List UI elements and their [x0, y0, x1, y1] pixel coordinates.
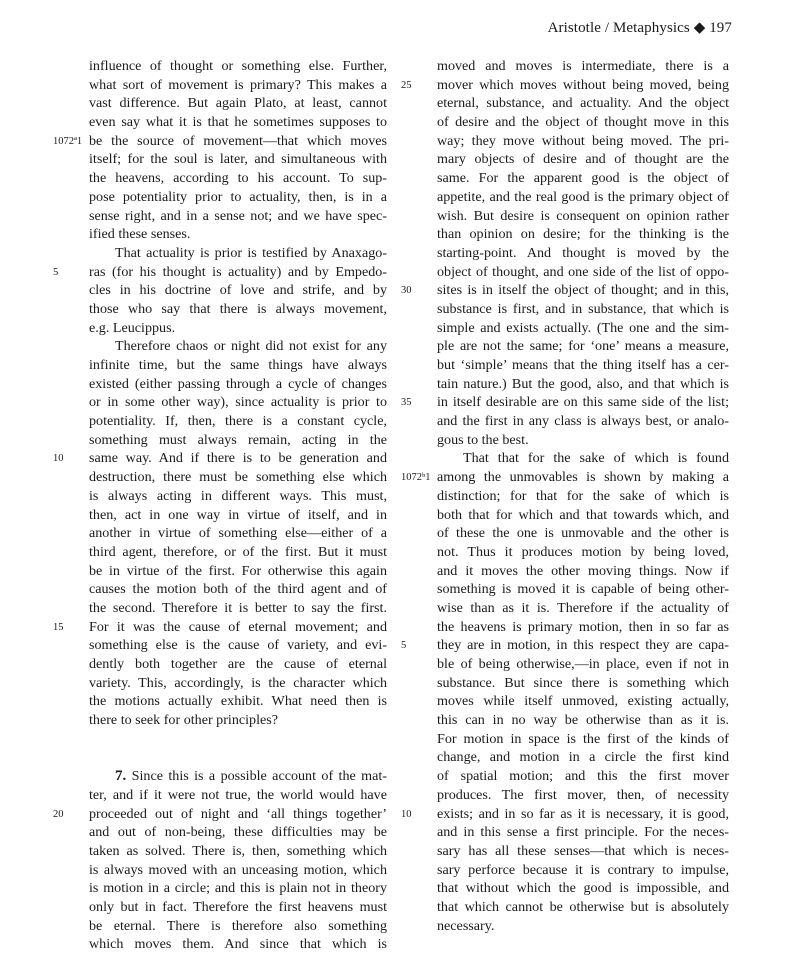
text-line	[89, 748, 387, 767]
text-line	[437, 767, 729, 786]
line-text: only but in fact. Therefore the first heavens must	[89, 898, 387, 915]
text-line	[437, 132, 729, 151]
text-line	[89, 823, 387, 842]
marginal-line-number: 10	[401, 808, 412, 820]
line-text: ified these senses.	[89, 226, 191, 243]
left-column	[53, 57, 387, 954]
line-text: and the first in any class is always best, or analo-	[437, 413, 729, 430]
text-line	[437, 618, 729, 637]
text-line	[53, 805, 387, 824]
text-line	[437, 356, 729, 375]
marginal-line-number: 15	[53, 621, 64, 633]
text-line	[437, 879, 729, 898]
line-text: then, act in one way in virtue of itself, and in	[89, 506, 387, 523]
text-line	[89, 113, 387, 132]
line-text: the heavens is primary motion, then in so far as	[437, 618, 729, 635]
marginal-line-number: 1072ª1	[53, 135, 83, 147]
line-text: For motion in space is the first of the kinds of	[437, 730, 729, 747]
text-line	[89, 468, 387, 487]
text-line	[437, 449, 729, 468]
line-text: gous to the best.	[437, 431, 529, 448]
text-line	[437, 580, 729, 599]
line-text: the heavens, according to his account. To sup-	[89, 170, 387, 187]
line-text: simple and exists actually. (The one and the sim-	[437, 319, 729, 336]
text-line	[89, 393, 387, 412]
text-line	[437, 225, 729, 244]
line-text: but ‘simple’ means that the thing itself has a cer-	[437, 357, 729, 373]
line-text: those who say that there is always movement,	[89, 300, 387, 317]
line-text: That actuality is prior is testified by Anaxago-	[115, 244, 387, 261]
line-text: there to seek for other principles?	[89, 712, 279, 729]
text-line	[89, 207, 387, 226]
line-text: what sort of movement is primary? This makes a	[89, 76, 387, 93]
text-line	[401, 393, 729, 412]
text-line	[437, 917, 729, 936]
line-text: variety. This, accordingly, is the character which	[89, 674, 387, 691]
text-line	[437, 786, 729, 805]
text-line	[89, 730, 387, 749]
line-text: tain nature.) But the good, also, and that which is	[437, 375, 729, 392]
text-line	[89, 524, 387, 543]
text-line	[89, 356, 387, 375]
line-text: proceeded out of night and ‘all things together’	[89, 805, 387, 822]
section-number: 7.	[115, 768, 127, 785]
text-line	[437, 823, 729, 842]
marginal-line-number: 1072ᵇ1	[401, 472, 431, 484]
line-text: this can in no way be otherwise than as it is.	[437, 712, 729, 729]
line-text: moves while itself unmoved, existing actually,	[437, 693, 729, 710]
line-text: produces. The first mover, then, of necessity	[437, 786, 729, 803]
text-line	[89, 300, 387, 319]
text-line	[401, 468, 729, 487]
text-line	[89, 94, 387, 113]
line-text: way; they move without being moved. The pri-	[437, 132, 729, 149]
text-line	[89, 599, 387, 618]
text-line	[89, 431, 387, 450]
line-text: be the source of movement—that which moves	[89, 132, 387, 149]
text-line	[89, 562, 387, 581]
line-text: of desire and the object of thought move in this	[437, 114, 729, 131]
line-text: object of thought, and one side of the list of oppo-	[437, 263, 729, 280]
text-line	[437, 842, 729, 861]
text-line	[437, 113, 729, 132]
line-text: be in virtue of the first. For otherwise this again	[89, 562, 387, 579]
marginal-line-number: 30	[401, 285, 412, 297]
line-text: starting-point. And thought is moved by the	[437, 244, 729, 261]
line-text: appetite, and the real good is the primary object of	[437, 188, 729, 205]
line-text: ble of being otherwise,—in place, even if not in	[437, 656, 729, 672]
text-line	[53, 618, 387, 637]
text-line	[437, 506, 729, 525]
line-text: is always moved with an unceasing motion, which	[89, 861, 387, 878]
marginal-line-number: 20	[53, 808, 64, 820]
line-text: which moves them. And since that which is	[89, 936, 387, 953]
running-header: Aristotle / Metaphysics ◆ 197	[547, 20, 732, 36]
line-text: among the unmovables is shown by making a	[437, 469, 729, 486]
text-line	[89, 57, 387, 76]
text-line	[53, 263, 387, 282]
text-line	[437, 487, 729, 506]
line-text: eternal, substance, and actuality. And the object	[437, 95, 729, 112]
line-text: something else is the cause of variety, and evi-	[89, 637, 387, 654]
line-text: necessary.	[437, 917, 495, 934]
text-line	[89, 917, 387, 936]
text-line	[89, 506, 387, 525]
text-line	[89, 935, 387, 954]
marginal-line-number: 5	[401, 640, 407, 652]
text-line	[89, 898, 387, 917]
line-text: wise than as it is. Therefore if the actuality of	[437, 599, 729, 616]
line-text: same way. And if there is to be generation and	[89, 450, 387, 467]
text-line	[437, 692, 729, 711]
text-line	[437, 711, 729, 730]
line-text: mover which moves without being moved, being	[437, 76, 729, 93]
line-text: vast difference. But again Plato, at least, cannot	[89, 95, 387, 112]
line-text: another in virtue of something else—either of a	[89, 525, 387, 542]
text-line	[437, 300, 729, 319]
line-text: substance is first, and in substance, that which is	[437, 300, 729, 317]
line-text: is motion in a circle; and this is plain not in theory	[89, 880, 387, 897]
text-line	[401, 805, 729, 824]
text-line	[437, 94, 729, 113]
line-text: substance. But since there is something which	[437, 674, 729, 691]
line-text: than opinion on desire; for the thinking is the	[437, 226, 729, 243]
line-text: sary perforce because it is contrary to impulse,	[437, 861, 729, 878]
text-line	[89, 543, 387, 562]
text-line	[89, 319, 387, 338]
text-line	[401, 281, 729, 300]
text-line	[89, 674, 387, 693]
line-text: and out of non-being, these difficulties may be	[89, 824, 387, 841]
line-text: the second. Therefore it is better to say the first.	[89, 599, 387, 616]
text-line	[437, 674, 729, 693]
text-line	[437, 263, 729, 282]
text-line	[437, 188, 729, 207]
text-line	[437, 599, 729, 618]
text-line	[53, 449, 387, 468]
text-line	[89, 225, 387, 244]
marginal-line-number: 25	[401, 79, 412, 91]
text-line	[89, 767, 387, 786]
text-line	[437, 244, 729, 263]
line-text: potentiality. If, then, there is a constant cycle,	[89, 413, 387, 430]
text-line	[89, 169, 387, 188]
text-line	[437, 861, 729, 880]
line-text: or in some other way), since actuality is prior to	[89, 394, 387, 411]
line-text: influence of thought or something else. Further,	[89, 58, 387, 74]
line-text: e.g. Leucippus.	[89, 319, 176, 336]
text-line	[89, 692, 387, 711]
text-line	[437, 150, 729, 169]
text-line	[89, 375, 387, 394]
text-line	[89, 879, 387, 898]
line-text: sense right, and in a sense not; and we have spec-	[89, 207, 387, 224]
text-line	[89, 188, 387, 207]
line-text: itself; for the soul is later, and simultaneous with	[89, 151, 387, 168]
text-line	[89, 580, 387, 599]
line-text: in itself desirable are on this same side of the list;	[437, 394, 729, 411]
line-text: sary has all these senses—that which is neces-	[437, 842, 729, 859]
text-line	[89, 711, 387, 730]
line-text: even say what it is that he sometimes supposes to	[89, 114, 387, 131]
line-text: be eternal. There is therefore also something	[89, 917, 387, 934]
text-line	[89, 150, 387, 169]
text-line	[437, 337, 729, 356]
line-text: something is moved it is capable of being other-	[437, 581, 729, 598]
text-line	[89, 842, 387, 861]
line-text: That that for the sake of which is found	[463, 450, 729, 467]
text-line	[437, 319, 729, 338]
text-line	[89, 281, 387, 300]
text-line	[437, 543, 729, 562]
text-line	[437, 431, 729, 450]
line-text: ple are not the same; for ‘one’ means a measure,	[437, 338, 729, 355]
line-text: and it moves the other moving things. Now if	[437, 562, 729, 579]
line-text: they are in motion, in this respect they are capa-	[437, 637, 729, 654]
line-text: ras (for his thought is actuality) and by Empedo-	[89, 263, 387, 280]
line-text: wish. But desire is consequent on opinion rather	[437, 207, 729, 224]
text-line	[437, 207, 729, 226]
text-line	[89, 76, 387, 95]
marginal-line-number: 5	[53, 266, 59, 278]
line-text: moved and moves is intermediate, there is a	[437, 58, 729, 74]
text-line	[89, 655, 387, 674]
text-line	[437, 524, 729, 543]
line-text: that which cannot be otherwise but is absolutely	[437, 898, 729, 915]
line-text: third agent, therefore, or of the first. But it must	[89, 543, 387, 560]
text-line	[437, 412, 729, 431]
line-text: not. Thus it produces motion by being loved,	[437, 543, 729, 560]
text-line	[89, 487, 387, 506]
text-line	[401, 76, 729, 95]
text-line	[89, 786, 387, 805]
line-text: cles in his doctrine of love and strife, and by	[89, 282, 387, 299]
text-line	[89, 636, 387, 655]
line-text: the motions actually exhibit. What need then is	[89, 693, 387, 710]
line-text: Therefore chaos or night did not exist for any	[115, 338, 387, 355]
line-text: both that for which and that towards which, and	[437, 506, 729, 523]
text-line	[89, 412, 387, 431]
line-text: that without which the good is impossible, and	[437, 880, 729, 897]
line-text: infinite time, but the same things have always	[89, 357, 387, 373]
line-text: sites is in itself the object of thought; and in this,	[437, 282, 729, 299]
text-line	[437, 169, 729, 188]
line-text: ter, and if it were not true, the world would have	[89, 786, 387, 803]
text-line	[437, 655, 729, 674]
text-line	[89, 244, 387, 263]
marginal-line-number: 10	[53, 453, 64, 465]
line-text: taken as solved. There is, then, something which	[89, 842, 387, 859]
text-line	[437, 562, 729, 581]
text-line	[437, 898, 729, 917]
text-line	[89, 861, 387, 880]
line-text: destruction, there must be something else which	[89, 469, 387, 486]
line-text: Since this is a possible account of the mat-	[131, 768, 387, 785]
line-text: For it was the cause of eternal movement; and	[89, 618, 387, 635]
line-text: existed (either passing through a cycle of changes	[89, 375, 387, 392]
text-line	[437, 730, 729, 749]
line-text: mary objects of desire and of thought are the	[437, 151, 729, 168]
text-line	[437, 748, 729, 767]
line-text: change, and motion in a circle the first kind	[437, 749, 729, 766]
text-line	[437, 375, 729, 394]
text-line	[89, 337, 387, 356]
text-line	[401, 636, 729, 655]
line-text: same. For the apparent good is the object of	[437, 170, 729, 187]
marginal-line-number: 35	[401, 397, 412, 409]
line-text: distinction; for that for the sake of which is	[437, 487, 729, 504]
right-column	[401, 57, 729, 935]
line-text: is always acting in different ways. This must,	[89, 487, 387, 504]
line-text: of spatial motion; and this the first mover	[437, 768, 729, 785]
line-text: of these the one is unmovable and the other is	[437, 525, 729, 542]
line-text: pose potentiality prior to actuality, then, is in a	[89, 188, 387, 205]
line-text: exists; and in so far as it is necessary, it is good,	[437, 805, 729, 822]
line-text: dently both together are the cause of eternal	[89, 656, 387, 672]
line-text: something must always remain, acting in the	[89, 431, 387, 448]
text-line	[437, 57, 729, 76]
line-text: and in this sense a first principle. For the neces-	[437, 824, 729, 841]
text-line	[53, 132, 387, 151]
line-text: causes the motion both of the third agent and of	[89, 581, 387, 598]
